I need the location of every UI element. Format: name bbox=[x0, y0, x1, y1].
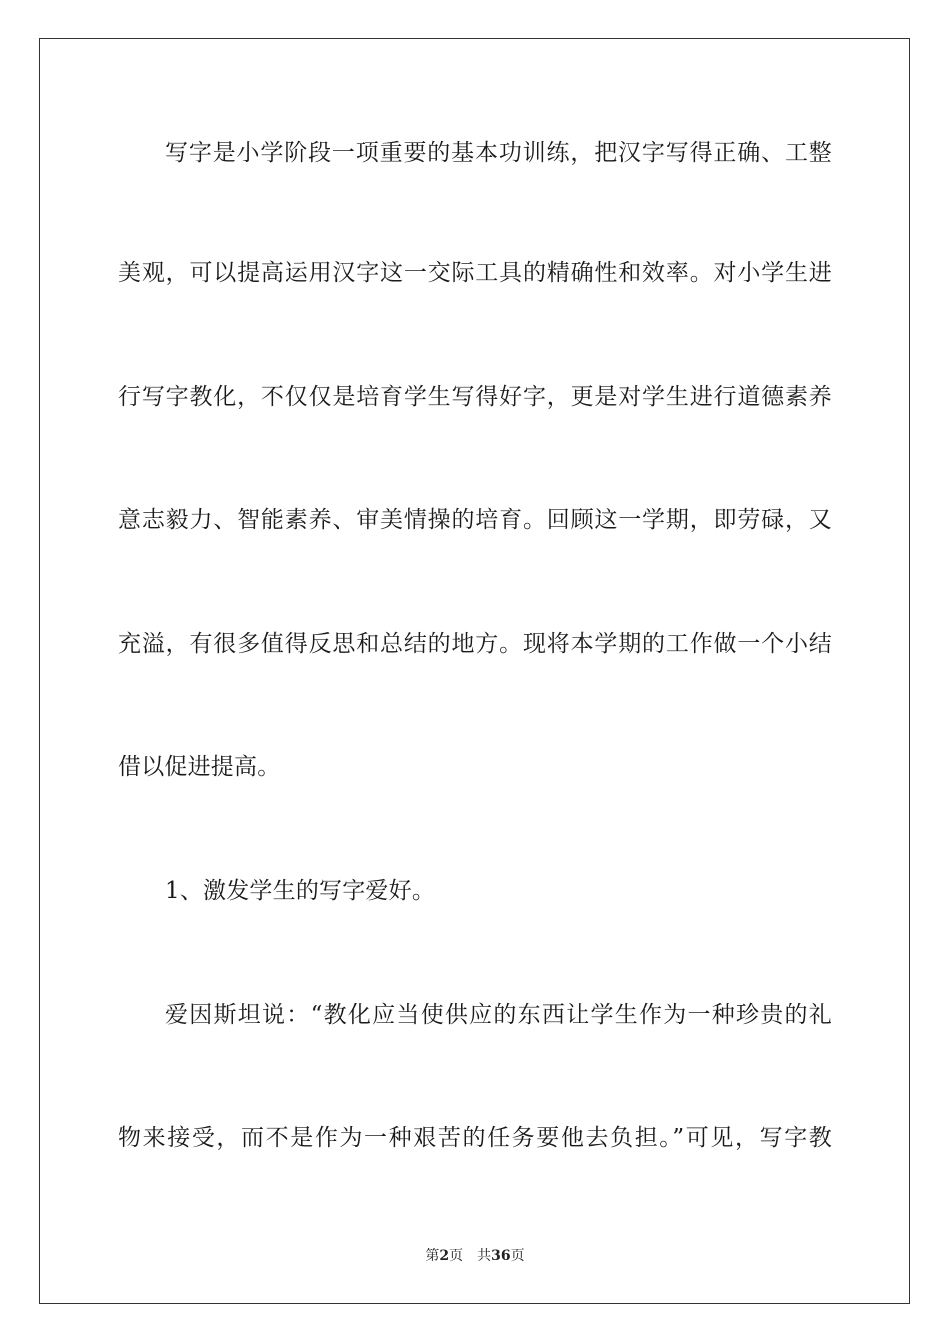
footer-page-number: 2 bbox=[439, 1248, 450, 1264]
section-heading-1: 1、激发学生的写字爱好。 bbox=[165, 878, 436, 904]
footer-total-pages: 36 bbox=[491, 1248, 511, 1264]
paragraph-1-line-3: 行写字教化，不仅仅是培育学生写得好字，更是对学生进行道德素养 bbox=[118, 384, 832, 410]
page-frame bbox=[39, 38, 910, 1304]
paragraph-2-line-1: 爱因斯坦说：“教化应当使供应的东西让学生作为一种珍贵的礼 bbox=[165, 1002, 832, 1028]
paragraph-1-line-6: 借以促进提高。 bbox=[118, 754, 281, 780]
paragraph-1-line-2: 美观，可以提高运用汉字这一交际工具的精确性和效率。对小学生进 bbox=[118, 260, 832, 286]
page-footer bbox=[0, 1247, 950, 1265]
footer-page-prefix: 第 bbox=[425, 1248, 440, 1264]
paragraph-1-line-4: 意志毅力、智能素养、审美情操的培育。回顾这一学期，即劳碌，又 bbox=[118, 507, 832, 533]
paragraph-1-line-1: 写字是小学阶段一项重要的基本功训练，把汉字写得正确、工整 bbox=[165, 140, 832, 166]
footer-total-prefix: 共 bbox=[477, 1248, 492, 1264]
paragraph-1-line-5: 充溢，有很多值得反思和总结的地方。现将本学期的工作做一个小结 bbox=[118, 631, 832, 657]
footer-total-suffix: 页 bbox=[510, 1248, 525, 1264]
paragraph-2-line-2: 物来接受，而不是作为一种艰苦的任务要他去负担。”可见，写字教 bbox=[118, 1125, 832, 1151]
footer-page-suffix: 页 bbox=[449, 1248, 464, 1264]
